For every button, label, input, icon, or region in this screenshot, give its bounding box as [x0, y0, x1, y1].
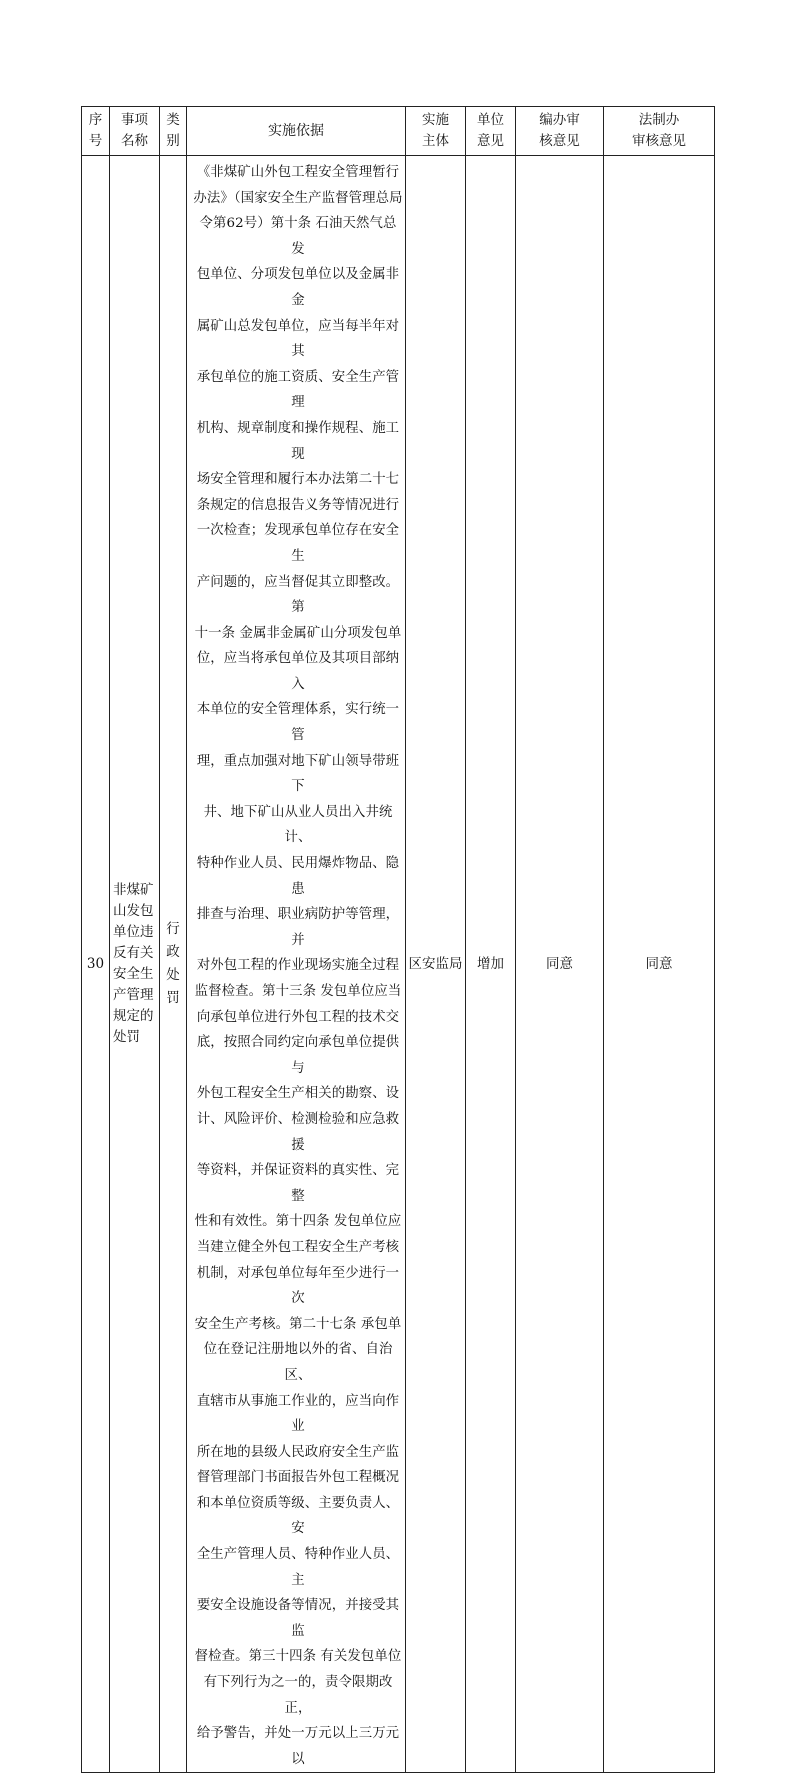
- header-bianban-opinion: 编办审 核意见: [516, 107, 604, 156]
- header-category: 类 别: [160, 107, 187, 156]
- header-unit-opinion: 单位 意见: [466, 107, 516, 156]
- header-basis: 实施依据: [187, 107, 406, 156]
- cell-seq: 30: [82, 156, 110, 1773]
- cell-item-name: 非煤矿 山发包 单位违 反有关 安全生 产管理 规定的 处罚: [110, 156, 160, 1773]
- cell-basis: 《非煤矿山外包工程安全管理暂行 办法》（国家安全生产监督管理总局 令第62号）第十条 石油天然气总发 包单位、分项发包单位以及金属非金 属矿山总发包单位，应当每半年对其 承包单位的施工资质、安全生产管理 机构、规章制度和操作规程、施工现 场安全管理和履行本办法第二十七 条规定的信息报告义务等情况进行 一次检查；发现承包单位存在安全生 产问题的，应当督促其立即整改。第 十一条 金属非金属矿山分项发包单 位，应当将承包单位及其项目部纳入 本单位的安全管理体系，实行统一管 理，重点加强对地下矿山领导带班下 井、地下矿山从业人员出入井统计、 特种作业人员、民用爆炸物品、隐患 排查与治理、职业病防护等管理，并 对外包工程的作业现场实施全过程 监督检查。第十三条 发包单位应当 向承包单位进行外包工程的技术交 底，按照合同约定向承包单位提供与 外包工程安全生产相关的勘察、设 计、风险评价、检测检验和应急救援 等资料，并保证资料的真实性、完整 性和有效性。第十四条 发包单位应 当建立健全外包工程安全生产考核 机制，对承包单位每年至少进行一次 安全生产考核。第二十七条 承包单 位在登记注册地以外的省、自治区、 直辖市从事施工作业的，应当向作业 所在地的县级人民政府安全生产监 督管理部门书面报告外包工程概况 和本单位资质等级、主要负责人、安 全生产管理人员、特种作业人员、主 要安全设施设备等情况，并接受其监 督检查。第三十四条 有关发包单位 有下列行为之一的，责令限期改正， 给予警告，并处一万元以上三万元以: [187, 156, 406, 1773]
- approval-table: [81, 106, 715, 1773]
- header-subject: 实施 主体: [406, 107, 466, 156]
- cell-unit-opinion: 增加: [466, 156, 516, 1773]
- header-item-name: 事项 名称: [110, 107, 160, 156]
- header-fazhi-opinion: 法制办 审核意见: [604, 107, 715, 156]
- cell-fazhi-opinion: 同意: [604, 156, 715, 1773]
- cell-category: 行 政 处 罚: [160, 156, 187, 1773]
- cell-bianban-opinion: 同意: [516, 156, 604, 1773]
- cell-subject: 区安监局: [406, 156, 466, 1773]
- header-row: [82, 107, 715, 156]
- header-seq: 序 号: [82, 107, 110, 156]
- table-row: [82, 156, 715, 1773]
